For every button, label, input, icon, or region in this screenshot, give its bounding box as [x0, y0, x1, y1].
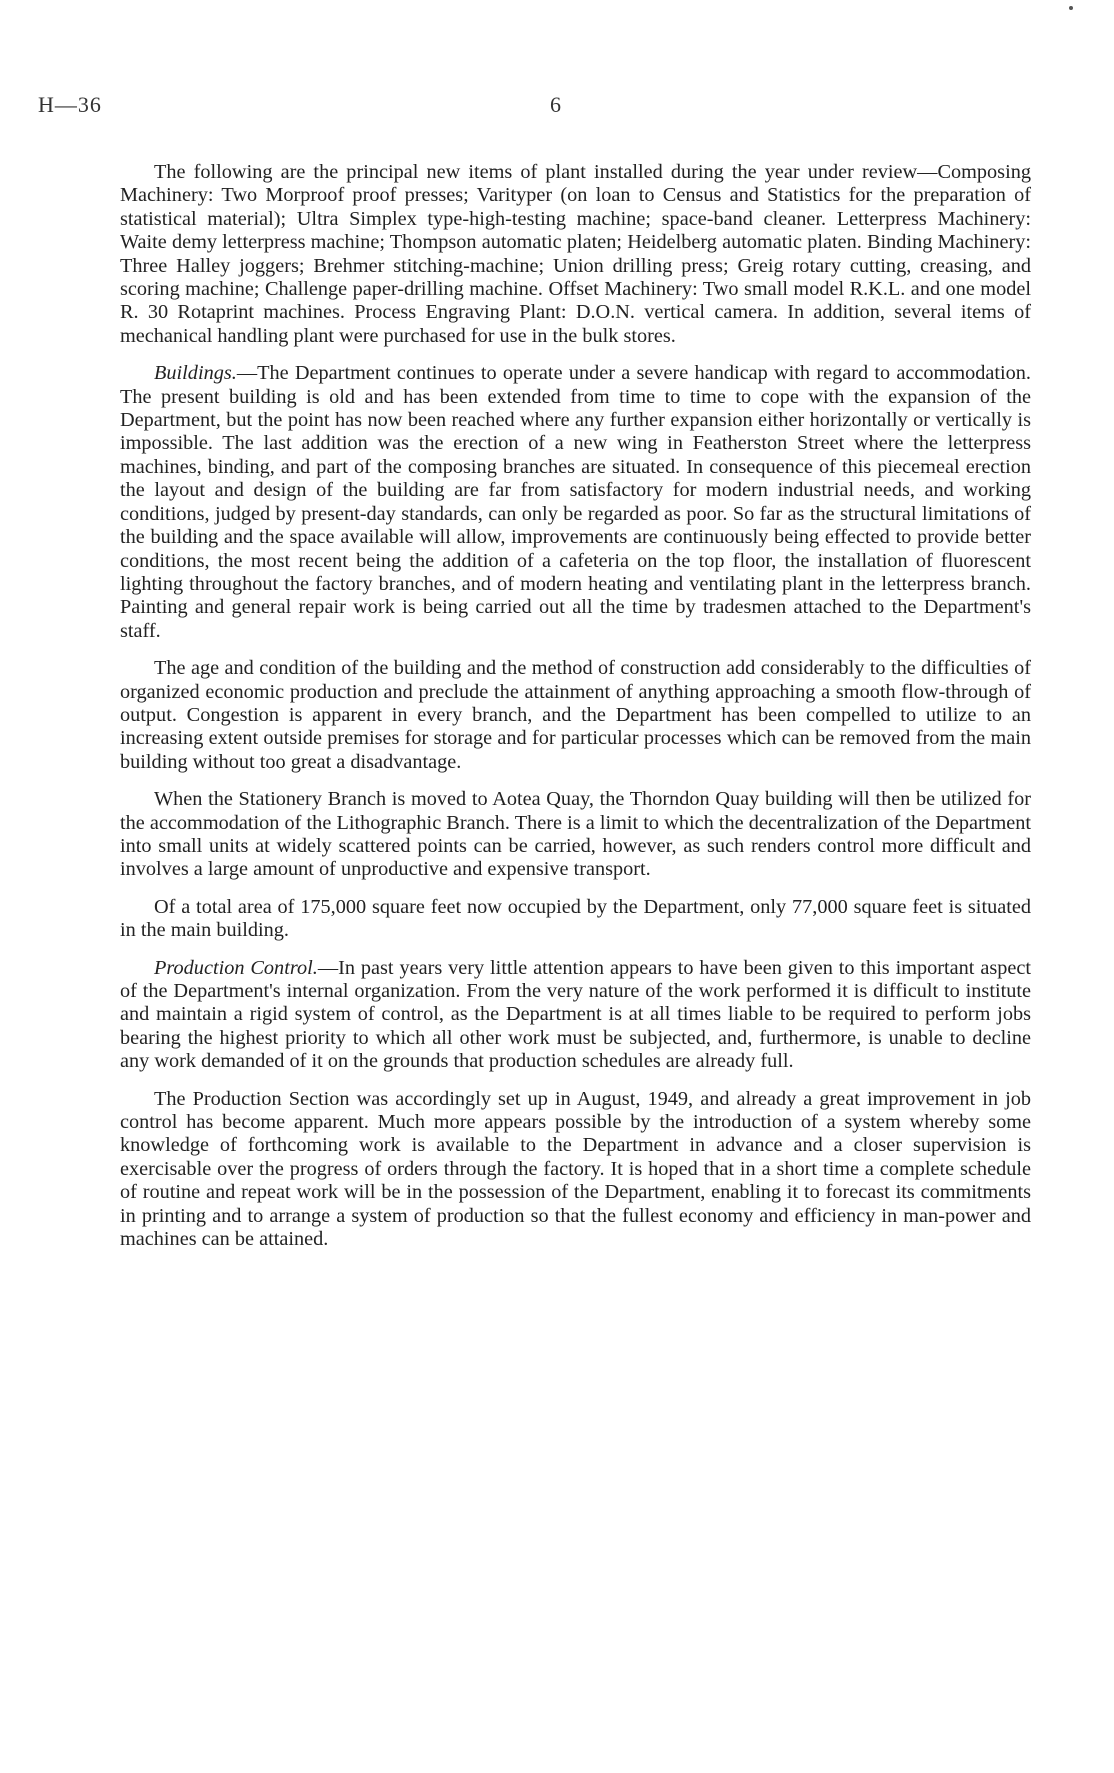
- paragraph-production-control: [120, 957, 1031, 1074]
- paragraph-text: —The Department continues to operate under a severe handicap with regard to accommodation. The present building is old and has been extended from time to time to cope with the expansion of the Department, but the point has now been reached where any further expansion either horizontally or vertically is impossible. The last addition was the erection of a new wing in Featherston Street where the letterpress machines, binding, and part of the composing branches are situated. In consequence of this piecemeal erection the layout and design of the building are far from satisfactory for modern industrial needs, and working conditions, judged by present-day standards, can only be regarded as poor. So far as the structural limitations of the building and the space available will allow, improvements are continuously being effected to provide better conditions, the most recent being the addition of a cafeteria on the top floor, the installation of fluorescent lighting throughout the factory branches, and of modern heating and ventilating plant in the letterpress branch. Painting and general repair work is being carried out all the time by tradesmen attached to the Department's staff.: [120, 362, 1031, 642]
- page-number: 6: [550, 92, 562, 117]
- paragraph-total-area: [120, 896, 1031, 943]
- paragraph-text: The following are the principal new items of plant installed during the year under review—Composing Machinery: Two Morproof proof presses; Varityper (on loan to Census and Statistics for the preparation of statistical material); Ultra Simplex type-high-testing machine; space-band cleaner. Letterpress Machinery: Waite demy letterpress machine; Thompson automatic platen; Heidelberg automatic platen. Binding Machinery: Three Halley joggers; Brehmer stitching-machine; Union drilling press; Greig rotary cutting, creasing, and scoring machine; Challenge paper-drilling machine. Offset Machinery: Two small model R.K.L. and one model R. 30 Rotaprint machines. Process Engraving Plant: D.O.N. vertical camera. In addition, several items of mechanical handling plant were purchased for use in the bulk stores.: [120, 161, 1031, 347]
- body-text: [120, 161, 1031, 1251]
- paragraph-production-section: [120, 1088, 1031, 1252]
- paragraph-new-plant: [120, 161, 1031, 348]
- document-code: H—36: [38, 92, 102, 117]
- paragraph-buildings: [120, 362, 1031, 643]
- paragraph-building-condition: [120, 657, 1031, 774]
- paragraph-text: The age and condition of the building and the method of construction add considerably to the difficulties of organized economic production and preclude the attainment of anything approaching a smooth flow-through of output. Congestion is apparent in every branch, and the Department has been compelled to utilize to an increasing extent outside premises for storage and for particular processes which can be removed from the main building without too great a disadvantage.: [120, 657, 1031, 773]
- page-header: [38, 92, 1076, 122]
- paragraph-lead-production-control: Production Control.: [154, 956, 318, 979]
- paragraph-text: When the Stationery Branch is moved to Aotea Quay, the Thorndon Quay building will then be utilized for the accommodation of the Lithographic Branch. There is a limit to which the decentralization of the Department into small units at widely scattered points can be carried, however, as such renders control more difficult and involves a large amount of unproductive and expensive transport.: [120, 788, 1031, 881]
- paragraph-text: —In past years very little attention appears to have been given to this important aspect of the Department's internal organization. From the very nature of the work performed it is difficult to institute and maintain a rigid system of control, as the Department is at all times liable to be required to perform jobs bearing the highest priority to which all other work must be subjected, and, furthermore, is unable to decline any work demanded of it on the grounds that production schedules are already full.: [120, 956, 1031, 1073]
- scan-speck: [1069, 6, 1073, 10]
- paragraph-lead-buildings: Buildings.: [154, 362, 237, 385]
- paragraph-text: The Production Section was accordingly set up in August, 1949, and already a great improvement in job control has become apparent. Much more appears possible by the introduction of a system whereby some knowledge of forthcoming work is available to the Department in advance and a closer supervision is exercisable over the progress of orders through the factory. It is hoped that in a short time a complete schedule of routine and repeat work will be in the possession of the Department, enabling it to forecast its commitments in printing and to arrange a system of production so that the fullest economy and efficiency in man-power and machines can be attained.: [120, 1087, 1031, 1251]
- paragraph-stationery-branch: [120, 788, 1031, 882]
- paragraph-text: Of a total area of 175,000 square feet now occupied by the Department, only 77,000 square feet is situated in the main building.: [120, 895, 1031, 942]
